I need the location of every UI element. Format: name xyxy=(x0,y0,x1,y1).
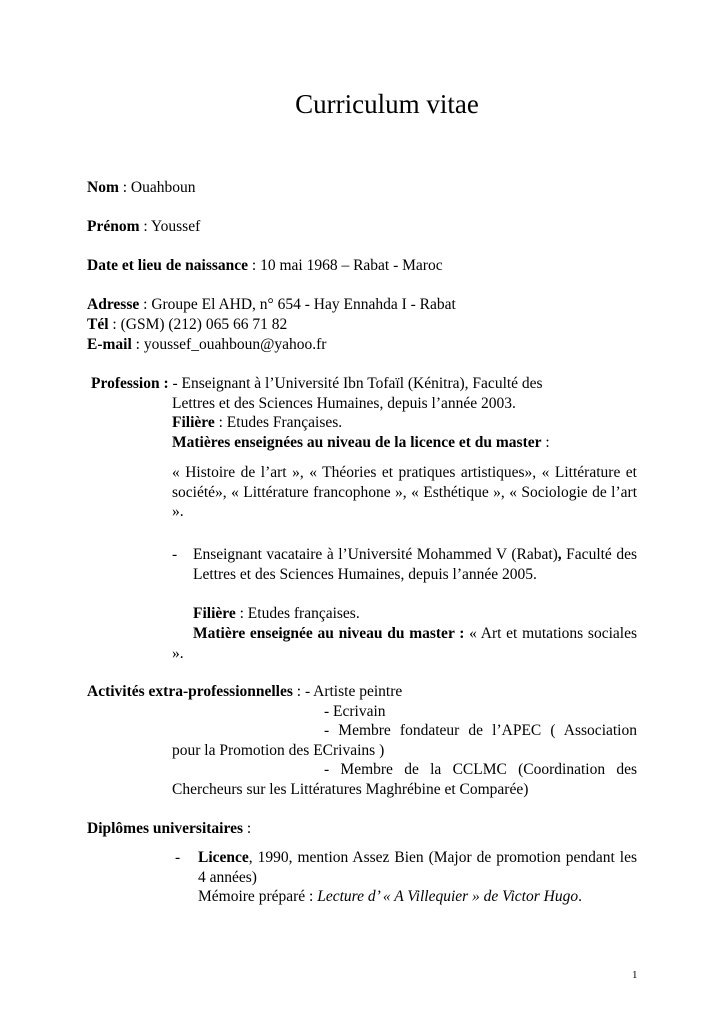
adresse-label: Adresse xyxy=(87,296,140,313)
filiere-line xyxy=(172,413,342,433)
nom-sep: : xyxy=(118,179,131,196)
nom-label: Nom xyxy=(87,179,119,196)
page-title: Curriculum vitae xyxy=(295,89,479,119)
nom-line xyxy=(87,178,196,198)
matieres-heading xyxy=(172,433,550,453)
matiere2-value: « Art et mutations sociales ». xyxy=(172,625,637,662)
vacataire-rest: Faculté des Lettres et des Sciences Humaines, depuis l’année 2005. xyxy=(193,546,637,583)
activites-item2: - Ecrivain xyxy=(324,703,386,720)
naissance-line xyxy=(87,256,443,276)
tel-value: (GSM) (212) 065 66 71 82 xyxy=(120,316,288,333)
diplomes-label: Diplômes universitaires xyxy=(87,820,243,837)
activites-item3: - Membre fondateur de l’APEC ( Association xyxy=(324,722,637,739)
vacataire-main: Enseignant vacataire à l’Université Mohammed V (Rabat) xyxy=(193,546,558,563)
activites-item3-cont: pour la Promotion des ECrivains ) xyxy=(172,742,385,759)
matieres-list: « Histoire de l’art », « Théories et pratiques artistiques», « Littérature et société», « Littérature francophone », « Esthétique », « Sociologie de l’art ». xyxy=(172,464,637,521)
adresse-line xyxy=(87,295,456,315)
email-line xyxy=(87,335,326,355)
activites-line1 xyxy=(87,682,402,702)
email-sep: : xyxy=(131,336,144,353)
profession-text-line1: - Enseignant à l’Université Ibn Tofaïl (Kénitra), Faculté des xyxy=(168,375,543,392)
email-label: E-mail xyxy=(87,336,132,353)
memoire-end: . xyxy=(578,888,582,905)
prenom-line xyxy=(87,217,200,237)
profession-label: Profession : xyxy=(91,375,169,392)
memoire-prefix: Mémoire préparé : xyxy=(198,888,318,905)
licence-label: Licence xyxy=(198,849,249,866)
tel-sep: : xyxy=(108,316,121,333)
naissance-sep: : xyxy=(248,257,261,274)
adresse-sep: : xyxy=(139,296,152,313)
page-number: 1 xyxy=(632,969,638,981)
profession-line2: Lettres et des Sciences Humaines, depuis l’année 2003. xyxy=(172,395,516,412)
naissance-label: Date et lieu de naissance xyxy=(87,257,249,274)
naissance-value: 10 mai 1968 – Rabat - Maroc xyxy=(260,257,443,274)
filiere2-value: : Etudes françaises. xyxy=(235,605,360,622)
licence-value: , 1990, mention Assez Bien (Major de promotion pendant les 4 années) xyxy=(198,849,637,886)
nom-value: Ouahboun xyxy=(130,179,196,196)
tel-label: Tél xyxy=(87,316,109,333)
activites-sep: : xyxy=(292,683,305,700)
activites-item4-cont: Chercheurs sur les Littératures Maghrébine et Comparée) xyxy=(172,781,529,798)
profession-line1 xyxy=(91,374,543,394)
licence-text xyxy=(198,848,637,887)
vacataire-comma: , xyxy=(557,546,562,563)
filiere2-label: Filière xyxy=(193,605,236,622)
tel-line xyxy=(87,315,287,335)
memoire-line xyxy=(198,887,582,907)
prenom-value: Youssef xyxy=(151,218,201,235)
filiere-value: : Etudes Françaises. xyxy=(214,414,343,431)
vacataire-dash: - xyxy=(172,546,178,563)
adresse-value: Groupe El AHD, n° 654 - Hay Ennahda I - Rabat xyxy=(151,296,456,313)
prenom-sep: : xyxy=(139,218,151,235)
vacataire-text xyxy=(193,545,637,584)
matiere2-line xyxy=(172,624,637,663)
matiere2-label: Matière enseignée au niveau du master : xyxy=(193,625,465,642)
matieres-label: Matières enseignées au niveau de la licence et du master xyxy=(172,434,542,451)
activites-item4: - Membre de la CCLMC (Coordination des xyxy=(324,761,637,778)
filiere2-line xyxy=(193,604,360,624)
memoire-title: Lecture d’ « A Villequier » de Victor Hugo xyxy=(317,888,579,905)
activites-item1: - Artiste peintre xyxy=(304,683,403,700)
activites-label: Activités extra-professionnelles xyxy=(87,683,293,700)
diplomes-sep: : xyxy=(243,820,252,837)
diplomes-heading xyxy=(87,819,251,839)
filiere-label: Filière xyxy=(172,414,215,431)
email-value: youssef_ouahboun@yahoo.fr xyxy=(143,336,327,353)
licence-dash: - xyxy=(175,849,181,866)
prenom-label: Prénom xyxy=(87,218,140,235)
matieres-sep: : xyxy=(541,434,550,451)
